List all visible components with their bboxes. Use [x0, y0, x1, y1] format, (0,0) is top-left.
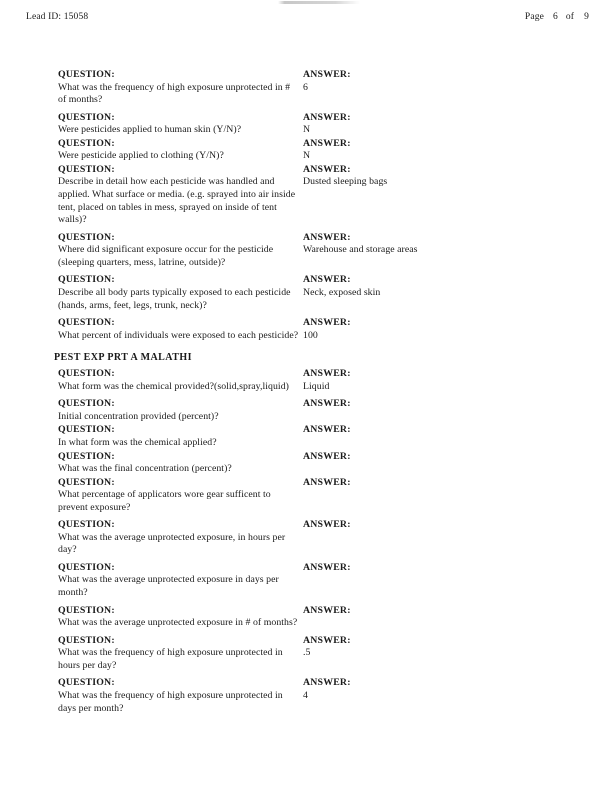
- answer-text: .5: [303, 647, 311, 659]
- page-total-value: 9: [584, 12, 589, 22]
- question-label: QUESTION:: [58, 163, 115, 175]
- question-label: QUESTION:: [58, 368, 115, 380]
- answer-label: ANSWER:: [303, 476, 351, 488]
- lead-id-label: Lead ID: 15058: [26, 12, 89, 22]
- qa-value-line: [58, 287, 558, 312]
- page-of-label: of: [565, 12, 575, 22]
- qa-label-line: [58, 604, 558, 618]
- qa-value-line: [58, 381, 558, 394]
- question-text: What percent of individuals were exposed to each pesticide?: [58, 329, 299, 341]
- qa-label-line: [58, 316, 558, 330]
- answer-label: ANSWER:: [303, 274, 351, 286]
- section-heading: PEST EXP PRT A MALATHI: [54, 352, 192, 364]
- row-spacer: [58, 342, 558, 346]
- qa-label-line: [58, 476, 558, 490]
- qa-value-line: [58, 647, 558, 672]
- qa-row: [58, 518, 558, 557]
- qa-value-line: [58, 124, 558, 137]
- qa-row: [58, 397, 558, 423]
- answer-label: ANSWER:: [303, 69, 351, 80]
- qa-value-line: [58, 532, 558, 557]
- qa-label-line: [58, 450, 558, 464]
- answer-label: ANSWER:: [303, 450, 351, 462]
- qa-row: [58, 367, 558, 393]
- answer-label: ANSWER:: [303, 519, 351, 531]
- answer-text: Dusted sleeping bags: [303, 176, 388, 188]
- question-text: What was the frequency of high exposure unprotected in days per month?: [58, 689, 283, 714]
- qa-label-line: [58, 273, 558, 287]
- qa-row: [58, 273, 558, 312]
- question-label: QUESTION:: [58, 476, 115, 488]
- qa-value-line: [58, 411, 558, 424]
- question-text: Were pesticide applied to clothing (Y/N)?: [58, 150, 224, 162]
- qa-label-line: [58, 634, 558, 648]
- qa-row: [58, 476, 558, 515]
- answer-label: ANSWER:: [303, 163, 351, 175]
- question-text: What was the final concentration (percent)?: [58, 463, 232, 474]
- qa-value-line: [58, 489, 558, 514]
- answer-label: ANSWER:: [303, 398, 351, 410]
- qa-row: [58, 231, 558, 270]
- answer-text: Warehouse and storage areas: [303, 244, 418, 256]
- answer-label: ANSWER:: [303, 137, 351, 149]
- qa-content: [54, 68, 558, 719]
- qa-row: [58, 423, 558, 449]
- question-text: What was the average unprotected exposure, in hours per day?: [58, 531, 286, 556]
- question-label: QUESTION:: [58, 137, 115, 149]
- question-text: What form was the chemical provided?(solid,spray,liquid): [58, 380, 289, 392]
- answer-text: 4: [303, 689, 308, 701]
- qa-label-line: [58, 68, 558, 82]
- question-label: QUESTION:: [58, 519, 115, 531]
- qa-value-line: [58, 617, 558, 630]
- answer-text: 6: [303, 81, 308, 93]
- qa-value-line: [58, 330, 558, 343]
- question-label: QUESTION:: [58, 69, 115, 80]
- page-indicator: [525, 12, 589, 22]
- question-label: QUESTION:: [58, 450, 115, 462]
- question-label: QUESTION:: [58, 317, 115, 329]
- question-text: What percentage of applicators wore gear sufficent to prevent exposure?: [58, 489, 271, 513]
- question-label: QUESTION:: [58, 604, 115, 616]
- question-label: QUESTION:: [58, 424, 115, 436]
- qa-row: [58, 676, 558, 715]
- question-text: Describe all body parts typically exposed to each pesticide (hands, arms, feet, legs, trunk, neck)?: [58, 286, 291, 311]
- answer-label: ANSWER:: [303, 424, 351, 436]
- question-label: QUESTION:: [58, 677, 115, 689]
- qa-row: [58, 634, 558, 673]
- answer-text: N: [303, 124, 311, 136]
- row-spacer: [58, 715, 558, 719]
- qa-row: [58, 137, 558, 163]
- qa-label-line: [58, 423, 558, 437]
- qa-value-line: [58, 463, 558, 476]
- answer-label: ANSWER:: [303, 561, 351, 573]
- question-text: What was the average unprotected exposure in # of months?: [58, 617, 298, 629]
- qa-value-line: [58, 176, 558, 226]
- qa-value-line: [58, 437, 558, 450]
- question-label: QUESTION:: [58, 274, 115, 286]
- qa-label-line: [58, 676, 558, 690]
- qa-label-line: [58, 137, 558, 151]
- page-header: [26, 12, 589, 22]
- answer-label: ANSWER:: [303, 677, 351, 689]
- qa-label-line: [58, 231, 558, 245]
- page-number-value: 6: [552, 12, 558, 22]
- qa-row: [58, 68, 558, 107]
- question-text: What was the frequency of high exposure unprotected in hours per day?: [58, 647, 283, 671]
- answer-label: ANSWER:: [303, 231, 351, 243]
- qa-value-line: [58, 244, 558, 269]
- qa-label-line: [58, 111, 558, 125]
- question-text: What was the average unprotected exposure in days per month?: [58, 574, 279, 599]
- answer-text: 100: [303, 329, 318, 341]
- answer-text: Liquid: [303, 380, 330, 392]
- qa-label-line: [58, 397, 558, 411]
- qa-value-line: [58, 690, 558, 715]
- question-text: What was the frequency of high exposure unprotected in # of months?: [58, 81, 291, 106]
- page-word-label: Page: [524, 12, 544, 22]
- qa-label-line: [58, 367, 558, 381]
- question-label: QUESTION:: [58, 561, 115, 573]
- scan-artifact-line: [278, 1, 360, 4]
- answer-label: ANSWER:: [303, 368, 351, 380]
- question-label: QUESTION:: [58, 111, 115, 123]
- qa-row: [58, 316, 558, 342]
- qa-row: [58, 163, 558, 227]
- answer-label: ANSWER:: [303, 317, 351, 329]
- qa-label-line: [58, 163, 558, 177]
- question-text: Describe in detail how each pesticide was handled and applied. What surface or media. (e.g. sprayed into air inside tent, placed on tables in mess, sprayed on inside of tent walls)?: [58, 176, 296, 226]
- question-text: Were pesticides applied to human skin (Y/N)?: [58, 124, 242, 136]
- qa-row: [58, 111, 558, 137]
- question-label: QUESTION:: [58, 634, 115, 646]
- answer-label: ANSWER:: [303, 111, 351, 123]
- answer-text: N: [303, 150, 311, 162]
- qa-row: [58, 561, 558, 600]
- question-label: QUESTION:: [58, 231, 115, 243]
- question-text: In what form was the chemical applied?: [58, 436, 217, 448]
- answer-text: Neck, exposed skin: [303, 286, 381, 298]
- question-label: QUESTION:: [58, 398, 115, 410]
- qa-row: [58, 604, 558, 630]
- qa-row: [58, 450, 558, 476]
- qa-value-line: [58, 150, 558, 163]
- question-text: Where did significant exposure occur for the pesticide (sleeping quarters, mess, latrine, outside)?: [58, 244, 274, 268]
- answer-label: ANSWER:: [303, 604, 351, 616]
- qa-value-line: [58, 82, 558, 107]
- qa-value-line: [58, 574, 558, 599]
- qa-label-line: [58, 561, 558, 575]
- qa-label-line: [58, 518, 558, 532]
- question-text: Initial concentration provided (percent)?: [58, 410, 219, 422]
- answer-label: ANSWER:: [303, 634, 351, 646]
